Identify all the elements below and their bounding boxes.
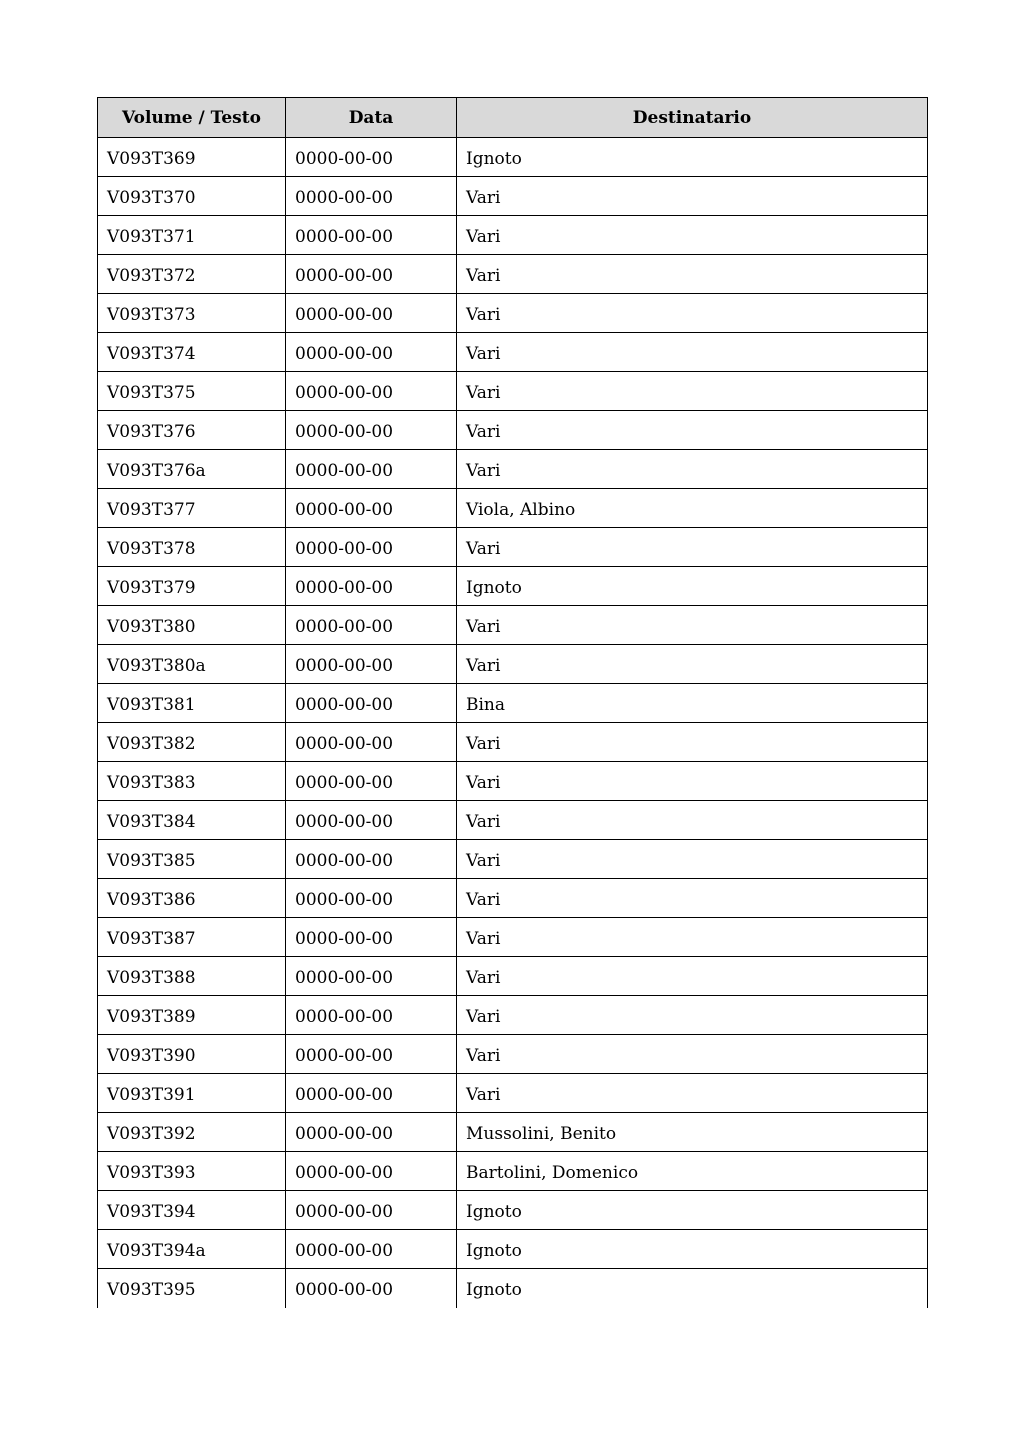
- cell-destinatario: Vari: [457, 255, 928, 294]
- table-row: [98, 1230, 928, 1269]
- cell-data: 0000-00-00: [286, 1113, 457, 1152]
- table-row: [98, 138, 928, 177]
- cell-volume-testo: V093T377: [98, 489, 286, 528]
- cell-destinatario: Vari: [457, 645, 928, 684]
- table-row: [98, 840, 928, 879]
- cell-destinatario: Viola, Albino: [457, 489, 928, 528]
- table-row: [98, 294, 928, 333]
- cell-volume-testo: V093T376a: [98, 450, 286, 489]
- table-row: [98, 996, 928, 1035]
- cell-data: 0000-00-00: [286, 879, 457, 918]
- cell-volume-testo: V093T389: [98, 996, 286, 1035]
- cell-destinatario: Vari: [457, 177, 928, 216]
- cell-data: 0000-00-00: [286, 255, 457, 294]
- cell-volume-testo: V093T380: [98, 606, 286, 645]
- cell-data: 0000-00-00: [286, 1269, 457, 1308]
- header-row: [98, 98, 928, 138]
- cell-data: 0000-00-00: [286, 840, 457, 879]
- cell-volume-testo: V093T395: [98, 1269, 286, 1308]
- cell-data: 0000-00-00: [286, 216, 457, 255]
- cell-destinatario: Vari: [457, 957, 928, 996]
- records-table: [97, 97, 928, 1308]
- cell-destinatario: Vari: [457, 606, 928, 645]
- cell-destinatario: Ignoto: [457, 567, 928, 606]
- table-row: [98, 255, 928, 294]
- table-row: [98, 1035, 928, 1074]
- cell-volume-testo: V093T380a: [98, 645, 286, 684]
- cell-data: 0000-00-00: [286, 606, 457, 645]
- cell-data: 0000-00-00: [286, 567, 457, 606]
- cell-volume-testo: V093T394: [98, 1191, 286, 1230]
- cell-data: 0000-00-00: [286, 762, 457, 801]
- table-row: [98, 762, 928, 801]
- cell-destinatario: Vari: [457, 918, 928, 957]
- table-row: [98, 957, 928, 996]
- column-header-volume-testo: Volume / Testo: [98, 98, 286, 138]
- cell-volume-testo: V093T371: [98, 216, 286, 255]
- cell-data: 0000-00-00: [286, 684, 457, 723]
- cell-data: 0000-00-00: [286, 372, 457, 411]
- cell-data: 0000-00-00: [286, 1035, 457, 1074]
- cell-volume-testo: V093T372: [98, 255, 286, 294]
- cell-destinatario: Vari: [457, 840, 928, 879]
- cell-volume-testo: V093T387: [98, 918, 286, 957]
- cell-destinatario: Vari: [457, 1074, 928, 1113]
- table-row: [98, 567, 928, 606]
- cell-volume-testo: V093T386: [98, 879, 286, 918]
- table-row: [98, 216, 928, 255]
- cell-data: 0000-00-00: [286, 996, 457, 1035]
- cell-destinatario: Vari: [457, 1035, 928, 1074]
- cell-data: 0000-00-00: [286, 1230, 457, 1269]
- cell-volume-testo: V093T385: [98, 840, 286, 879]
- table-row: [98, 1074, 928, 1113]
- cell-destinatario: Vari: [457, 801, 928, 840]
- cell-data: 0000-00-00: [286, 411, 457, 450]
- cell-destinatario: Vari: [457, 528, 928, 567]
- cell-destinatario: Ignoto: [457, 1269, 928, 1308]
- cell-volume-testo: V093T375: [98, 372, 286, 411]
- cell-data: 0000-00-00: [286, 1152, 457, 1191]
- cell-volume-testo: V093T376: [98, 411, 286, 450]
- cell-data: 0000-00-00: [286, 645, 457, 684]
- cell-destinatario: Bartolini, Domenico: [457, 1152, 928, 1191]
- cell-destinatario: Vari: [457, 723, 928, 762]
- cell-data: 0000-00-00: [286, 723, 457, 762]
- cell-destinatario: Vari: [457, 450, 928, 489]
- cell-volume-testo: V093T391: [98, 1074, 286, 1113]
- cell-destinatario: Mussolini, Benito: [457, 1113, 928, 1152]
- table-row: [98, 801, 928, 840]
- table-row: [98, 1191, 928, 1230]
- cell-data: 0000-00-00: [286, 489, 457, 528]
- cell-volume-testo: V093T374: [98, 333, 286, 372]
- cell-volume-testo: V093T394a: [98, 1230, 286, 1269]
- cell-data: 0000-00-00: [286, 528, 457, 567]
- cell-volume-testo: V093T379: [98, 567, 286, 606]
- table-row: [98, 684, 928, 723]
- table-row: [98, 879, 928, 918]
- table-row: [98, 489, 928, 528]
- cell-destinatario: Vari: [457, 372, 928, 411]
- cell-destinatario: Ignoto: [457, 138, 928, 177]
- cell-data: 0000-00-00: [286, 294, 457, 333]
- table-header: [98, 98, 928, 138]
- table-row: [98, 528, 928, 567]
- cell-volume-testo: V093T370: [98, 177, 286, 216]
- table-row: [98, 177, 928, 216]
- cell-destinatario: Ignoto: [457, 1230, 928, 1269]
- table-body: [98, 138, 928, 1308]
- table-row: [98, 1152, 928, 1191]
- cell-data: 0000-00-00: [286, 1191, 457, 1230]
- cell-volume-testo: V093T384: [98, 801, 286, 840]
- table-row: [98, 723, 928, 762]
- cell-destinatario: Vari: [457, 294, 928, 333]
- cell-volume-testo: V093T390: [98, 1035, 286, 1074]
- cell-data: 0000-00-00: [286, 957, 457, 996]
- cell-destinatario: Vari: [457, 879, 928, 918]
- table-row: [98, 411, 928, 450]
- cell-data: 0000-00-00: [286, 450, 457, 489]
- cell-data: 0000-00-00: [286, 177, 457, 216]
- table-row: [98, 645, 928, 684]
- cell-destinatario: Vari: [457, 996, 928, 1035]
- column-header-data: Data: [286, 98, 457, 138]
- cell-data: 0000-00-00: [286, 801, 457, 840]
- cell-volume-testo: V093T369: [98, 138, 286, 177]
- table-row: [98, 372, 928, 411]
- table-row: [98, 918, 928, 957]
- cell-volume-testo: V093T373: [98, 294, 286, 333]
- cell-data: 0000-00-00: [286, 1074, 457, 1113]
- cell-data: 0000-00-00: [286, 333, 457, 372]
- cell-data: 0000-00-00: [286, 138, 457, 177]
- table-row: [98, 1269, 928, 1308]
- cell-volume-testo: V093T381: [98, 684, 286, 723]
- table-row: [98, 1113, 928, 1152]
- cell-destinatario: Vari: [457, 333, 928, 372]
- cell-destinatario: Vari: [457, 762, 928, 801]
- table-row: [98, 606, 928, 645]
- table-row: [98, 333, 928, 372]
- cell-destinatario: Vari: [457, 216, 928, 255]
- cell-volume-testo: V093T388: [98, 957, 286, 996]
- cell-volume-testo: V093T383: [98, 762, 286, 801]
- column-header-destinatario: Destinatario: [457, 98, 928, 138]
- cell-volume-testo: V093T382: [98, 723, 286, 762]
- cell-destinatario: Vari: [457, 411, 928, 450]
- cell-data: 0000-00-00: [286, 918, 457, 957]
- cell-volume-testo: V093T392: [98, 1113, 286, 1152]
- cell-volume-testo: V093T393: [98, 1152, 286, 1191]
- table-row: [98, 450, 928, 489]
- cell-destinatario: Bina: [457, 684, 928, 723]
- cell-destinatario: Ignoto: [457, 1191, 928, 1230]
- cell-volume-testo: V093T378: [98, 528, 286, 567]
